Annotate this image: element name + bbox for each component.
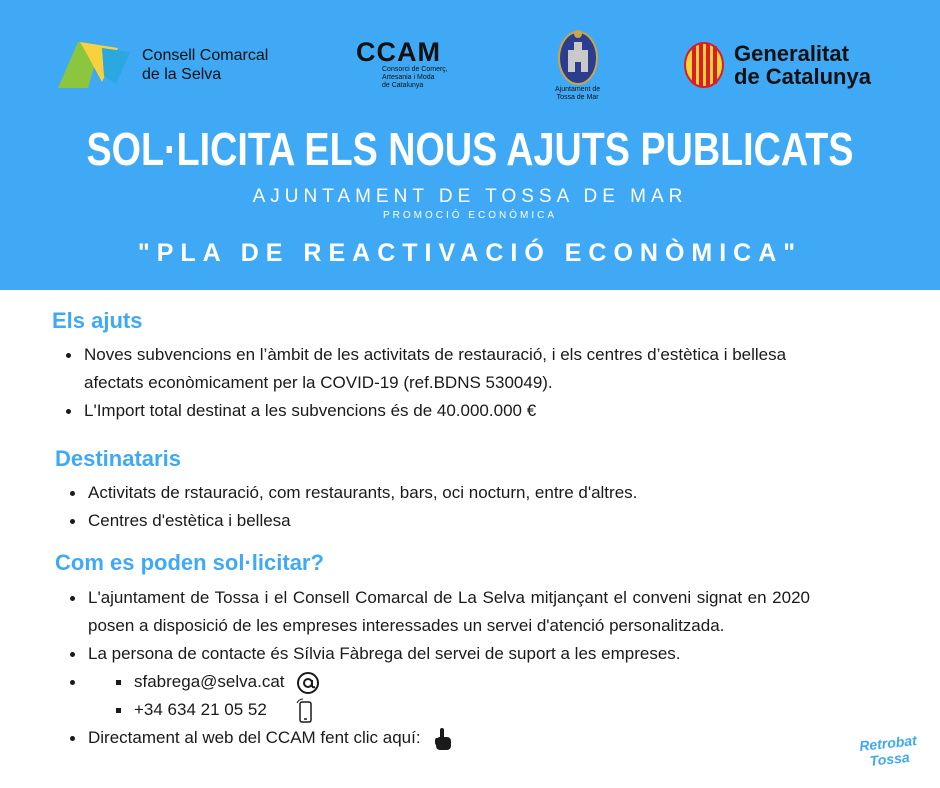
consell-name-line1: Consell Comarcal [142,47,269,64]
ccam-line3: de Catalunya [382,82,424,89]
email-item [116,668,810,696]
generalitat-line2: de Catalunya [734,64,871,89]
phone-number[interactable]: +34 634 21 05 52 [134,700,267,719]
plan-title: "PLA DE REACTIVACIÓ ECONÒMICA" [137,239,803,267]
tossa-shield-icon [557,28,599,86]
ajuts-list [62,341,812,425]
at-sign-icon [297,672,319,694]
retrobat-tossa-badge [858,732,919,770]
senyera-icon [684,42,724,88]
ccam-name: CCAM [356,37,441,67]
logo-bar [0,28,940,108]
page-subtitle: AJUNTAMENT DE TOSSA DE MAR [252,186,688,207]
ccam-line1: Consorci de Comerç, [382,66,448,73]
badge-line1: Retrobat [858,732,918,755]
com-list [66,584,810,752]
destinataris-list [66,479,816,535]
phone-icon [296,698,316,724]
list-item: Activitats de rstauració, com restaurants, bars, oci nocturn, entre d'altres. [66,479,816,507]
pointer-hand-icon[interactable] [433,726,453,752]
list-item: Noves subvencions en l’àmbit de les activitats de restauració, i els centres d’estètica i bellesa afectats econòmicament per la COVID-19 (ref.BDNS 530049). [62,341,812,397]
consell-name-line2: de la Selva [142,66,222,83]
department-label: PROMOCIÓ ECONÒMICA [382,210,557,221]
generalitat-logo[interactable] [684,42,871,88]
tossa-line2: Tossa de Mar [556,94,599,101]
contact-sublist-wrapper [66,668,810,724]
com-heading: Com es poden sol·licitar? [55,550,324,575]
list-item: L'ajuntament de Tossa i el Consell Comarcal de La Selva mitjançant el conveni signat en 2020 posen a disposició de les empreses interessades un servei d'atenció personalitzada. [66,584,810,640]
list-item: L'Import total destinat a les subvencions és de 40.000.000 € [62,397,812,425]
destinataris-heading: Destinataris [55,446,181,471]
consell-leaf-icon [58,42,130,88]
web-item [66,724,810,752]
tossa-shield-logo[interactable] [555,28,600,102]
email-link[interactable]: sfabrega@selva.cat [134,672,285,691]
list-item: Centres d'estètica i bellesa [66,507,816,535]
phone-item [116,696,810,724]
header-banner [0,0,940,290]
ccam-logo[interactable] [356,38,448,90]
list-item: La persona de contacte és Sílvia Fàbrega del servei de suport a les empreses. [66,640,810,668]
badge-line2: Tossa [868,748,911,770]
generalitat-line1: Generalitat [734,41,849,66]
page-title: SOL·LICITA ELS NOUS AJUTS PUBLICATS [86,123,854,175]
contact-sublist [116,668,810,724]
tossa-line1: Ajuntament de [555,86,601,93]
ajuts-heading: Els ajuts [52,308,143,333]
ccam-web-link[interactable]: Directament al web del CCAM fent clic aquí: [88,728,421,747]
consell-comarcal-logo[interactable] [58,42,268,88]
ccam-line2: Artesania i Moda [382,74,435,81]
